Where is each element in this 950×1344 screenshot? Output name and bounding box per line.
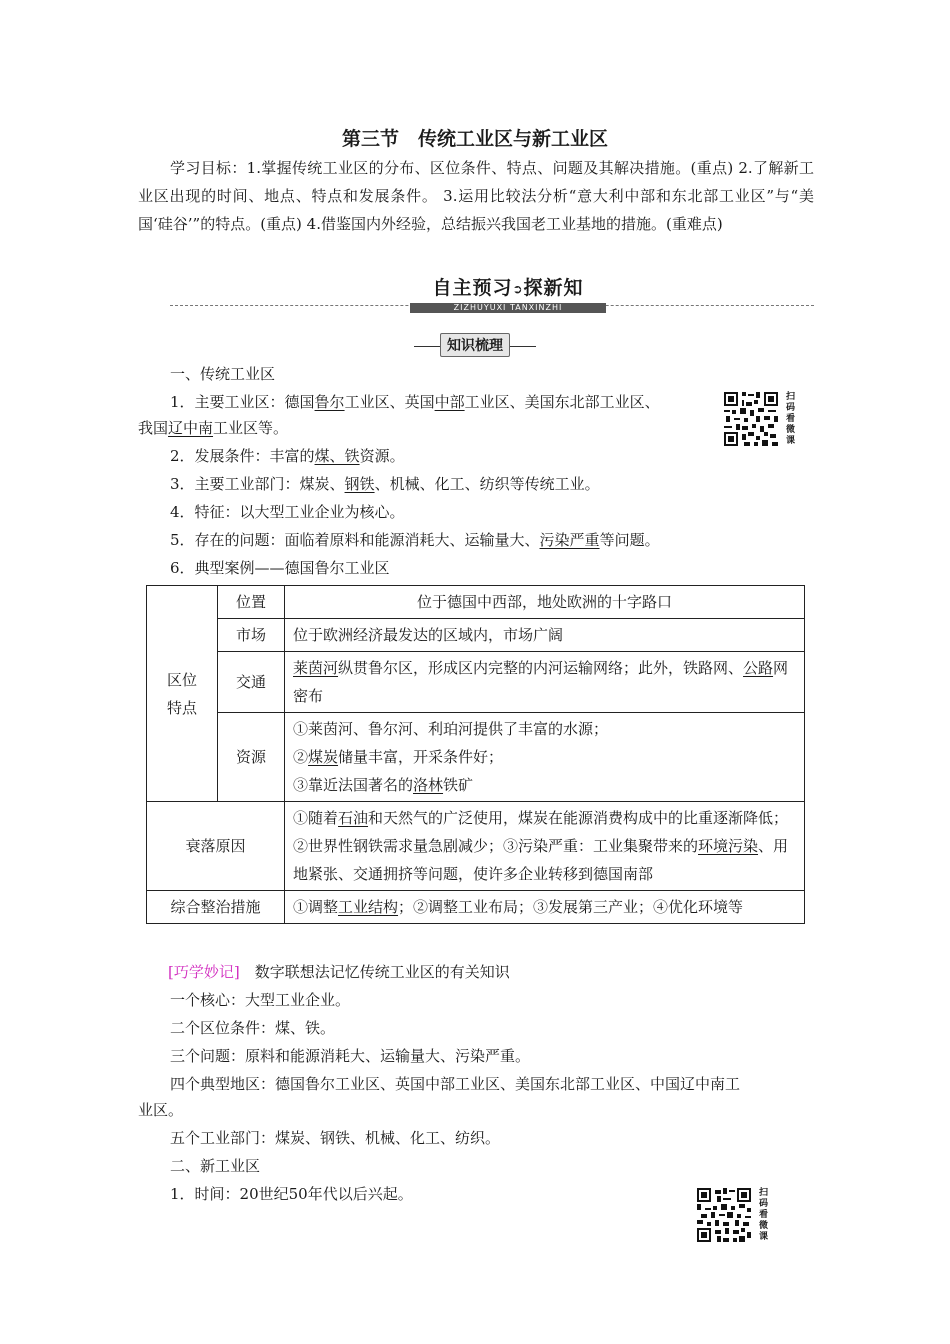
item2: 2．发展条件：丰富的煤、铁资源。 [170,447,405,465]
item4: 4．特征：以大型工业企业为核心。 [170,503,405,521]
table-row-label: 综合整治措施 [147,891,285,924]
table-row-label: 位置 [218,586,285,619]
memo-line: 一个核心：大型工业企业。 [170,991,351,1009]
page-title: 第三节 传统工业区与新工业区 [341,128,608,150]
section-banner [170,275,814,313]
table-row-label: 交通 [218,652,285,713]
part1-heading: 一、传统工业区 [170,365,276,383]
memo-line: 三个问题：原料和能源消耗大、运输量大、污染严重。 [170,1047,531,1065]
banner-left-text: 自主预习 [432,277,513,299]
tip-text: 数字联想法记忆传统工业区的有关知识 [239,963,510,981]
table-row-label: 市场 [218,619,285,652]
part2-heading: 二、新工业区 [170,1157,261,1175]
item1-line2: 我国辽中南工业区等。 [138,419,289,437]
memo-line: 业区。 [138,1101,184,1119]
section-label-text: 知识梳理 [440,333,510,357]
item1-line1: 1．主要工业区：德国鲁尔工业区、英国中部工业区、美国东北部工业区、 [170,393,660,411]
banner-right-text: 探新知 [523,277,584,299]
arrow-icon: ➲ [512,281,524,296]
table-cell: ①莱茵河、鲁尔河、利珀河提供了丰富的水源； ②煤炭储量丰富，开采条件好； ③靠近法国著名的洛林铁矿 [285,713,805,802]
memo-line: 二个区位条件：煤、铁。 [170,1019,336,1037]
qr-label: 扫码看微课 [786,392,796,446]
table-cell: 莱茵河纵贯鲁尔区，形成区内完整的内河运输网络；此外，铁路网、公路网密布 [285,652,805,713]
table-row-label: 衰落原因 [147,802,285,891]
table-cell: 位于德国中西部，地处欧洲的十字路口 [285,586,805,619]
item3: 3．主要工业部门：煤炭、钢铁、机械、化工、纺织等传统工业。 [170,475,600,493]
knowledge-section-label [0,333,950,357]
banner-title [410,275,606,301]
memo-line: 四个典型地区：德国鲁尔工业区、英国中部工业区、美国东北部工业区、中国辽中南工 [170,1075,741,1093]
banner-pinyin: ZIZHUYUXI TANXINZHI [410,303,606,313]
tip-tag: [巧学妙记] [168,963,240,981]
learning-objectives: 学习目标：1.掌握传统工业区的分布、区位条件、特点、问题及其解决措施。(重点) 2.了解新工业区出现的时间、地点、特点和发展条件。 3.运用比较法分析“意大利中部和东北部工业区”与“美国‘硅谷’”的特点。(重点) 4.借鉴国内外经验，总结振兴我国老工业基地的措施。(重难点) [138,159,814,233]
memory-tip [168,959,510,985]
table-group-label: 区位 特点 [147,586,218,802]
table-cell: ①随着石油和天然气的广泛使用，煤炭在能源消费构成中的比重逐渐降低；②世界性钢铁需求量急剧减少；③污染严重：工业集聚带来的环境污染、用地紧张、交通拥挤等问题，使许多企业转移到德国南部 [285,802,805,891]
item6: 6．典型案例——德国鲁尔工业区 [170,559,390,577]
memo-line: 五个工业部门：煤炭、钢铁、机械、化工、纺织。 [170,1129,501,1147]
item5: 5．存在的问题：面临着原料和能源消耗大、运输量大、污染严重等问题。 [170,531,660,549]
table-cell: ①调整工业结构；②调整工业布局；③发展第三产业；④优化环境等 [285,891,805,924]
part2-item1: 1．时间：20世纪50年代以后兴起。 [170,1185,413,1203]
ruhr-case-table [146,585,805,924]
qr-label: 扫码看微课 [759,1188,769,1242]
qr-code-icon[interactable] [695,1186,753,1244]
qr-code-icon[interactable] [722,390,780,448]
table-row-label: 资源 [218,713,285,802]
table-cell: 位于欧洲经济最发达的区域内，市场广阔 [285,619,805,652]
